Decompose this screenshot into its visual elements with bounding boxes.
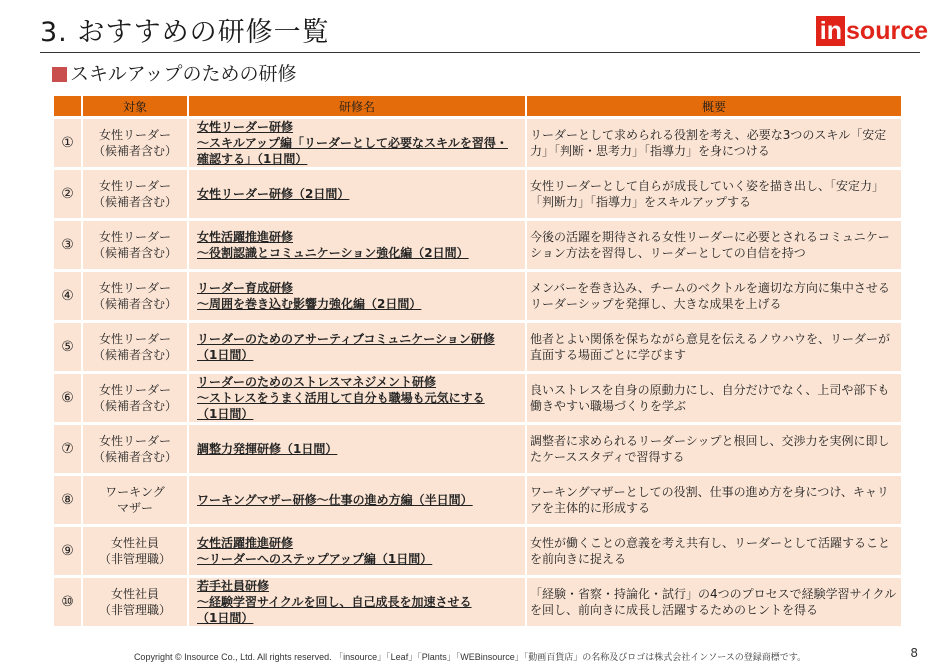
section-heading <box>52 62 296 86</box>
course-name-line[interactable]: ～周囲を巻き込む影響力強化編（2日間） <box>197 297 422 311</box>
course-name-line[interactable]: ～経験学習サイクルを回し、自己成長を加速させる <box>197 595 472 609</box>
course-name-line[interactable]: 女性リーダー研修 <box>197 120 294 134</box>
page-number: 8 <box>910 646 918 660</box>
row-target <box>83 374 189 422</box>
course-name-line[interactable]: 調整力発揮研修（1日間） <box>197 442 338 456</box>
course-name-link[interactable] <box>189 476 527 524</box>
course-name-link[interactable] <box>189 578 527 626</box>
row-target <box>83 119 189 167</box>
target-line: （候補者含む） <box>92 348 177 362</box>
header-target: 対象 <box>83 96 189 116</box>
course-name-line[interactable]: 女性リーダー研修（2日間） <box>197 187 350 201</box>
row-number: ⑥ <box>54 374 83 422</box>
course-name-line[interactable]: ワーキングマザー研修～仕事の進め方編（半日間） <box>197 493 473 507</box>
course-name-line[interactable]: （1日間） <box>197 348 254 362</box>
row-target <box>83 527 189 575</box>
target-line: 女性リーダー <box>98 332 171 346</box>
table-row <box>54 374 901 422</box>
target-line: （非管理職） <box>98 552 171 566</box>
target-line: マザー <box>116 501 153 515</box>
course-name-line[interactable]: リーダー育成研修 <box>197 281 294 295</box>
row-number: ⑨ <box>54 527 83 575</box>
table-row <box>54 119 901 167</box>
target-line: ワーキング <box>105 485 165 499</box>
row-target <box>83 323 189 371</box>
row-number: ③ <box>54 221 83 269</box>
section-marker-icon <box>52 67 67 82</box>
row-number: ② <box>54 170 83 218</box>
course-name-line[interactable]: （1日間） <box>197 407 254 421</box>
row-number: ⑤ <box>54 323 83 371</box>
course-name-link[interactable] <box>189 425 527 473</box>
table-row <box>54 578 901 626</box>
course-name-line[interactable]: リーダーのためのストレスマネジメント研修 <box>197 375 437 389</box>
row-number: ⑦ <box>54 425 83 473</box>
row-number: ⑧ <box>54 476 83 524</box>
target-line: 女性リーダー <box>98 383 171 397</box>
target-line: 女性リーダー <box>98 179 171 193</box>
course-name-line[interactable]: （1日間） <box>197 611 254 625</box>
logo-highlight: in <box>816 16 845 46</box>
row-target <box>83 221 189 269</box>
row-target <box>83 425 189 473</box>
course-overview: リーダーとして求められる役割を考え、必要な3つのスキル「安定力」「判断・思考力」「指導力」を身につける <box>527 119 901 167</box>
course-name-link[interactable] <box>189 527 527 575</box>
course-name-line[interactable]: ～ストレスをうまく活用して自分も職場も元気にする <box>197 391 485 405</box>
course-name-link[interactable] <box>189 374 527 422</box>
target-line: 女性社員 <box>110 536 159 550</box>
target-line: （候補者含む） <box>92 450 177 464</box>
table-header-row <box>54 96 901 116</box>
course-table <box>54 93 901 629</box>
title-divider <box>40 52 920 53</box>
row-target <box>83 272 189 320</box>
course-name-line[interactable]: 女性活躍推進研修 <box>197 536 294 550</box>
course-name-line[interactable]: リーダーのためのアサーティブコミュニケーション研修 <box>197 332 495 346</box>
target-line: （非管理職） <box>98 603 171 617</box>
course-name-link[interactable] <box>189 323 527 371</box>
course-overview: 他者とよい関係を保ちながら意見を伝えるノウハウを、リーダーが直面する場面ごとに学びます <box>527 323 901 371</box>
target-line: 女性リーダー <box>98 128 171 142</box>
course-overview: 良いストレスを自身の原動力にし、自分だけでなく、上司や部下も働きやすい職場づくりを学ぶ <box>527 374 901 422</box>
course-name-link[interactable] <box>189 221 527 269</box>
course-name-line[interactable]: ～スキルアップ編「リーダーとして必要なスキルを習得・ <box>197 136 508 150</box>
insource-logo <box>816 16 928 46</box>
target-line: （候補者含む） <box>92 399 177 413</box>
page-title: 3. おすすめの研修一覧 <box>40 17 330 48</box>
table-row <box>54 221 901 269</box>
table-row <box>54 527 901 575</box>
logo-text: source <box>846 17 928 45</box>
course-name-link[interactable] <box>189 170 527 218</box>
header-number <box>54 96 83 116</box>
target-line: 女性リーダー <box>98 281 171 295</box>
course-name-line[interactable]: 確認する」（1日間） <box>197 152 308 166</box>
row-target <box>83 476 189 524</box>
header-course-name: 研修名 <box>189 96 527 116</box>
row-number: ① <box>54 119 83 167</box>
course-name-line[interactable]: 女性活躍推進研修 <box>197 230 294 244</box>
section-heading-text: スキルアップのための研修 <box>70 63 297 85</box>
course-overview: 今後の活躍を期待される女性リーダーに必要とされるコミュニケーション方法を習得し、リーダーとしての自信を持つ <box>527 221 901 269</box>
target-line: （候補者含む） <box>92 246 177 260</box>
course-name-line[interactable]: ～リーダーへのステップアップ編（1日間） <box>197 552 433 566</box>
course-name-line[interactable]: 若手社員研修 <box>197 579 270 593</box>
row-number: ④ <box>54 272 83 320</box>
target-line: 女性リーダー <box>98 434 171 448</box>
course-name-line[interactable]: ～役割認識とコミュニケーション強化編（2日間） <box>197 246 469 260</box>
row-target <box>83 170 189 218</box>
course-overview: 「経験・省察・持論化・試行」の4つのプロセスで経験学習サイクルを回し、前向きに成長し活躍するためのヒントを得る <box>527 578 901 626</box>
table-row <box>54 323 901 371</box>
copyright-notice: Copyright © Insource Co., Ltd. All rights reserved. 「insource」「Leaf」「Plants」「WEBinsource」「動画百貨店」の名称及びロゴは株式会社インソースの登録商標です。 <box>133 652 807 662</box>
target-line: 女性社員 <box>110 587 159 601</box>
course-overview: 女性が働くことの意義を考え共有し、リーダーとして活躍することを前向きに捉える <box>527 527 901 575</box>
table-row <box>54 425 901 473</box>
table-row <box>54 170 901 218</box>
course-overview: 調整者に求められるリーダーシップと根回し、交渉力を実例に即したケーススタディで習得する <box>527 425 901 473</box>
course-overview: メンバーを巻き込み、チームのベクトルを適切な方向に集中させるリーダーシップを発揮し、大きな成果を上げる <box>527 272 901 320</box>
course-name-link[interactable] <box>189 119 527 167</box>
course-overview: 女性リーダーとして自らが成長していく姿を描き出し、「安定力」「判断力」「指導力」をスキルアップする <box>527 170 901 218</box>
row-target <box>83 578 189 626</box>
target-line: 女性リーダー <box>98 230 171 244</box>
target-line: （候補者含む） <box>92 144 177 158</box>
header-overview: 概要 <box>527 96 901 116</box>
table-row <box>54 476 901 524</box>
target-line: （候補者含む） <box>92 195 177 209</box>
course-overview: ワーキングマザーとしての役割、仕事の進め方を身につけ、キャリアを主体的に形成する <box>527 476 901 524</box>
course-name-link[interactable] <box>189 272 527 320</box>
row-number: ⑩ <box>54 578 83 626</box>
target-line: （候補者含む） <box>92 297 177 311</box>
table-row <box>54 272 901 320</box>
